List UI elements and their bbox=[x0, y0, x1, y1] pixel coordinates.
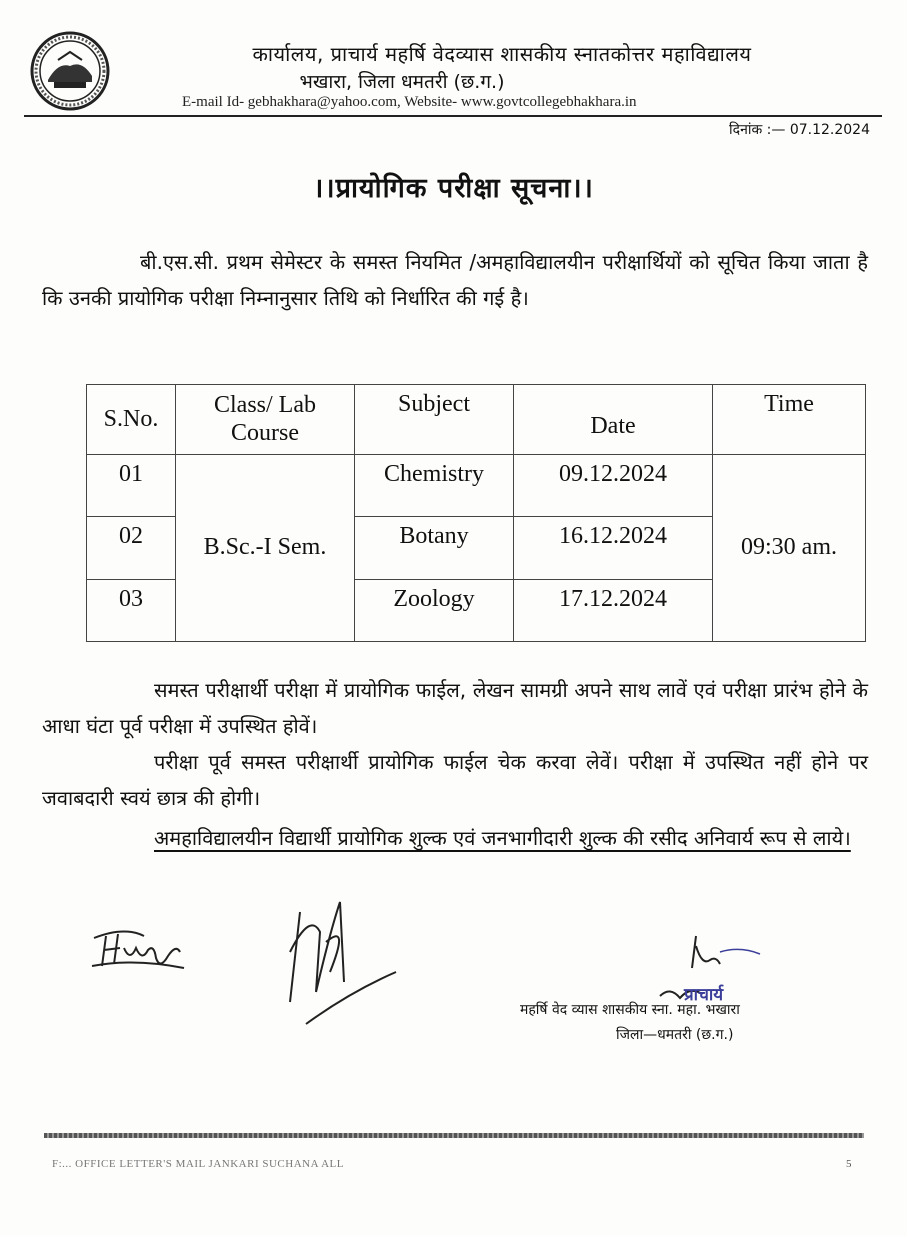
instruction-file-check: परीक्षा पूर्व समस्त परीक्षार्थी प्रायोगिक फाईल चेक करवा लेवें। परीक्षा में उपस्थित नहीं होने पर जवाबदारी स्वयं छात्र की होगी। bbox=[42, 750, 868, 810]
instruction-fee-receipt: अमहाविद्यालयीन विद्यार्थी प्रायोगिक शुल्क एवं जनभागीदारी शुल्क की रसीद अनिवार्य रूप से लाये। bbox=[154, 826, 851, 850]
time-value-cell: 09:30 am. bbox=[713, 454, 866, 641]
intro-paragraph: बी.एस.सी. प्रथम सेमेस्टर के समस्त नियमित /अमहाविद्यालयीन परीक्षार्थियों को सूचित किया जाता है कि उनकी प्रायोगिक परीक्षा निम्नानुसार तिथि को निर्धारित की गई है। bbox=[42, 250, 868, 310]
class-value-cell: B.Sc.-I Sem. bbox=[176, 454, 355, 641]
row-subject: Chemistry bbox=[355, 454, 514, 516]
exam-schedule-table bbox=[86, 384, 866, 642]
contact-line: E-mail Id- gebhakhara@yahoo.com, Website- www.govtcollegebhakhara.in bbox=[182, 94, 637, 110]
principal-stamp-title: प्राचार्य bbox=[684, 985, 724, 1005]
header-date: Date bbox=[514, 385, 713, 455]
instruction-materials: समस्त परीक्षार्थी परीक्षा में प्रायोगिक फाईल, लेखन सामग्री अपने साथ लावें एवं परीक्षा प्रारंभ होने के आधा घंटा पूर्व परीक्षा में उपस्थित होवें। bbox=[42, 678, 868, 738]
college-seal-logo bbox=[28, 30, 130, 112]
office-title-line1: कार्यालय, प्राचार्य महर्षि वेदव्यास शासकीय स्नातकोत्तर महाविद्यालय bbox=[252, 42, 752, 66]
notice-title: ।।प्रायोगिक परीक्षा सूचना।। bbox=[313, 173, 594, 204]
header-class-lab-course: Class/ Lab Course bbox=[176, 385, 355, 455]
signatory-institution: महर्षि वेद व्यास शासकीय स्ना. महा. भखारा bbox=[520, 1002, 740, 1018]
header-divider bbox=[24, 115, 882, 117]
row-subject: Botany bbox=[355, 517, 514, 579]
row-sno: 03 bbox=[87, 579, 176, 642]
page-number: 5 bbox=[846, 1158, 852, 1170]
notice-date: दिनांक :— 07.12.2024 bbox=[729, 122, 870, 138]
row-sno: 01 bbox=[87, 454, 176, 516]
row-date: 09.12.2024 bbox=[514, 454, 713, 516]
header-time: Time bbox=[713, 385, 866, 455]
footer-divider bbox=[44, 1133, 864, 1138]
signatory-block bbox=[520, 1000, 880, 1044]
table-header-row bbox=[87, 385, 866, 455]
row-subject: Zoology bbox=[355, 579, 514, 642]
header-subject: Subject bbox=[355, 385, 514, 455]
header-sno: S.No. bbox=[87, 385, 176, 455]
signatory-district: जिला—धमतरी (छ.ग.) bbox=[616, 1027, 734, 1043]
office-title-line2: भखारा, जिला धमतरी (छ.ग.) bbox=[299, 71, 505, 93]
signature-left bbox=[84, 918, 194, 978]
signature-middle bbox=[270, 892, 400, 1032]
row-date: 16.12.2024 bbox=[514, 517, 713, 579]
row-date: 17.12.2024 bbox=[514, 579, 713, 642]
row-sno: 02 bbox=[87, 517, 176, 579]
table-row bbox=[87, 454, 866, 516]
footer-file-path: F:... OFFICE LETTER'S MAIL JANKARI SUCHANA ALL bbox=[52, 1158, 344, 1170]
